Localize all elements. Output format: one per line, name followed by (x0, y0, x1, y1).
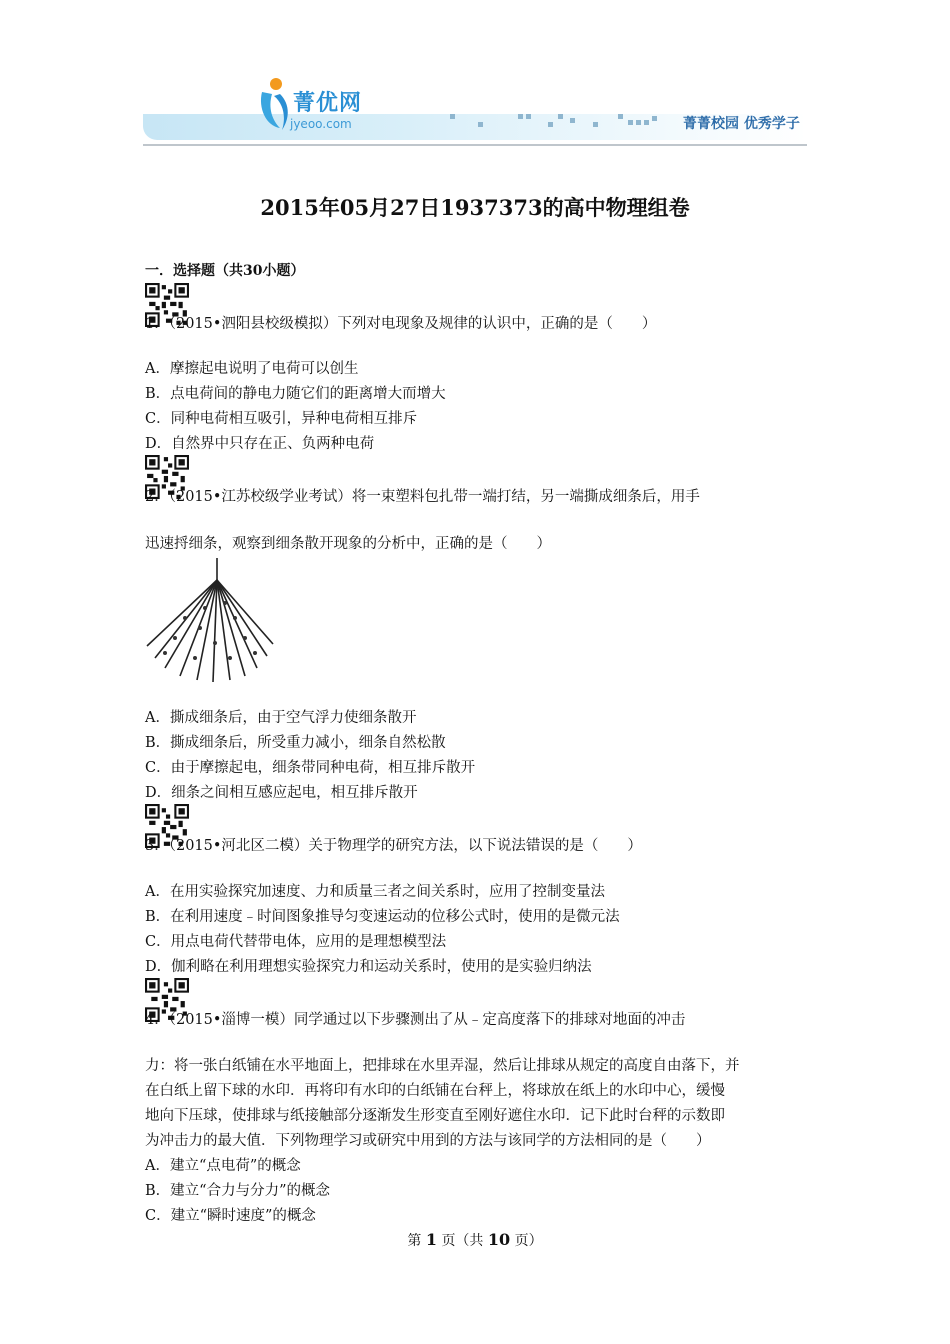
question-2-stem-continued: 迅速捋细条，观察到细条散开现象的分析中，正确的是（ ） (145, 536, 551, 552)
question-3-option-a: A．在用实验探究加速度、力和质量三者之间关系时，应用了控制变量法 (145, 884, 605, 900)
question-1-option-a: A．摩擦起电说明了电荷可以创生 (145, 361, 359, 377)
question-4-body-line-4: 为冲击力的最大值．下列物理学习或研究中用到的方法与该同学的方法相同的是（ ） (145, 1133, 711, 1149)
logo-url: jyeoo.com (290, 117, 352, 131)
question-4-stem: 4．（2015•淄博一模）同学通过以下步骤测出了从﹣定高度落下的排球对地面的冲击 (145, 1012, 686, 1028)
footer-middle: 页（共 (441, 1233, 484, 1249)
logo-text: 菁优网 (293, 91, 363, 116)
footer-suffix: 页） (514, 1233, 543, 1249)
question-1-stem: 1．（2015•泗阳县校级模拟）下列对电现象及规律的认识中，正确的是（ ） (145, 316, 657, 332)
page-header (143, 72, 807, 148)
question-2-option-a: A．撕成细条后，由于空气浮力使细条散开 (145, 710, 417, 726)
question-3-option-d: D．伽利略在利用理想实验探究力和运动关系时，使用的是实验归纳法 (145, 959, 592, 975)
question-4-option-a: A．建立“点电荷”的概念 (145, 1158, 301, 1174)
question-4-option-b: B．建立“合力与分力”的概念 (145, 1183, 330, 1199)
page-title: 2015年05月27日1937373的高中物理组卷 (260, 195, 690, 220)
header-dots (448, 112, 658, 132)
page-footer (0, 1230, 950, 1250)
question-3-option-b: B．在利用速度﹣时间图象推导匀变速运动的位移公式时，使用的是微元法 (145, 909, 620, 925)
footer-page-number: 1 (425, 1230, 437, 1249)
header-slogan: 菁菁校园 优秀学子 (683, 116, 800, 132)
footer-total-pages: 10 (487, 1230, 511, 1249)
header-rule (143, 144, 807, 146)
question-1-option-c: C．同种电荷相互吸引，异种电荷相互排斥 (145, 411, 418, 427)
question-3-stem: 3．（2015•河北区二模）关于物理学的研究方法，以下说法错误的是（ ） (145, 838, 642, 854)
plastic-strips-image (145, 558, 275, 684)
question-2-option-d: D．细条之间相互感应起电，相互排斥散开 (145, 785, 418, 801)
question-4-option-c: C．建立“瞬时速度”的概念 (145, 1208, 316, 1224)
question-2-stem: 2．（2015•江苏校级学业考试）将一束塑料包扎带一端打结，另一端撕成细条后，用手 (145, 489, 700, 505)
question-1-option-d: D．自然界中只存在正、负两种电荷 (145, 436, 375, 452)
section-heading: 一．选择题（共30小题） (145, 263, 305, 279)
footer-prefix: 第 (407, 1233, 422, 1249)
question-1-option-b: B．点电荷间的静电力随它们的距离增大而增大 (145, 386, 446, 402)
question-4-body-line-1: 力：将一张白纸铺在水平地面上，把排球在水里弄湿，然后让排球从规定的高度自由落下，并 (145, 1058, 740, 1074)
question-4-body-line-3: 地向下压球，使排球与纸接触部分逐渐发生形变直至刚好遮住水印．记下此时台秤的示数即 (145, 1108, 725, 1124)
question-2-option-c: C．由于摩擦起电，细条带同种电荷，相互排斥散开 (145, 760, 476, 776)
question-4-body-line-2: 在白纸上留下球的水印．再将印有水印的白纸铺在台秤上，将球放在纸上的水印中心，缓慢 (145, 1083, 725, 1099)
question-2-option-b: B．撕成细条后，所受重力减小，细条自然松散 (145, 735, 446, 751)
question-3-option-c: C．用点电荷代替带电体，应用的是理想模型法 (145, 934, 447, 950)
